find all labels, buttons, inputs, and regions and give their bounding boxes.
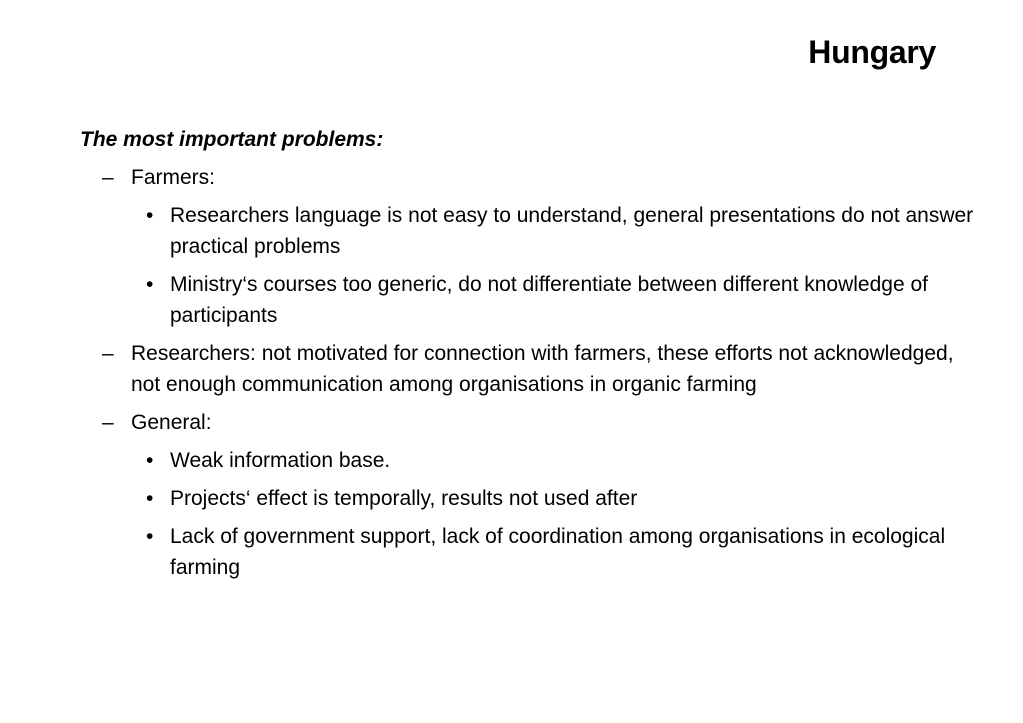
farmers-label: Farmers: bbox=[131, 166, 215, 189]
list-item-farmers bbox=[80, 162, 980, 193]
list-item-researchers bbox=[80, 338, 980, 400]
bullet-marker: • bbox=[146, 204, 154, 227]
general-item-text: Projects‘ effect is temporally, results not used after bbox=[170, 487, 638, 510]
list-item-farmers-1 bbox=[80, 200, 980, 262]
list-item-general-1 bbox=[80, 445, 980, 476]
farmers-item-text: Researchers language is not easy to understand, general presentations do not answer practical problems bbox=[170, 204, 974, 258]
general-item-text: Lack of government support, lack of coordination among organisations in ecological farming bbox=[170, 525, 946, 579]
bullet-marker: • bbox=[146, 273, 154, 296]
slide-title: Hungary bbox=[808, 34, 936, 70]
list-item-general bbox=[80, 407, 980, 438]
farmers-item-text: Ministry‘s courses too generic, do not differentiate between different knowledge of participants bbox=[170, 273, 928, 327]
list-item-general-3 bbox=[80, 521, 980, 583]
dash-marker: – bbox=[102, 342, 114, 365]
researchers-text: Researchers: not motivated for connection with farmers, these efforts not acknowledged, not enough communication among organisations in organic farming bbox=[131, 342, 954, 396]
bullet-marker: • bbox=[146, 449, 154, 472]
dash-marker: – bbox=[102, 411, 114, 434]
general-item-text: Weak information base. bbox=[170, 449, 391, 472]
list-item-general-2 bbox=[80, 483, 980, 514]
general-label: General: bbox=[131, 411, 212, 434]
dash-marker: – bbox=[102, 166, 114, 189]
slide-body bbox=[80, 124, 980, 590]
bullet-marker: • bbox=[146, 487, 154, 510]
list-item-farmers-2 bbox=[80, 269, 980, 331]
bullet-marker: • bbox=[146, 525, 154, 548]
section-heading: The most important problems: bbox=[80, 128, 384, 151]
